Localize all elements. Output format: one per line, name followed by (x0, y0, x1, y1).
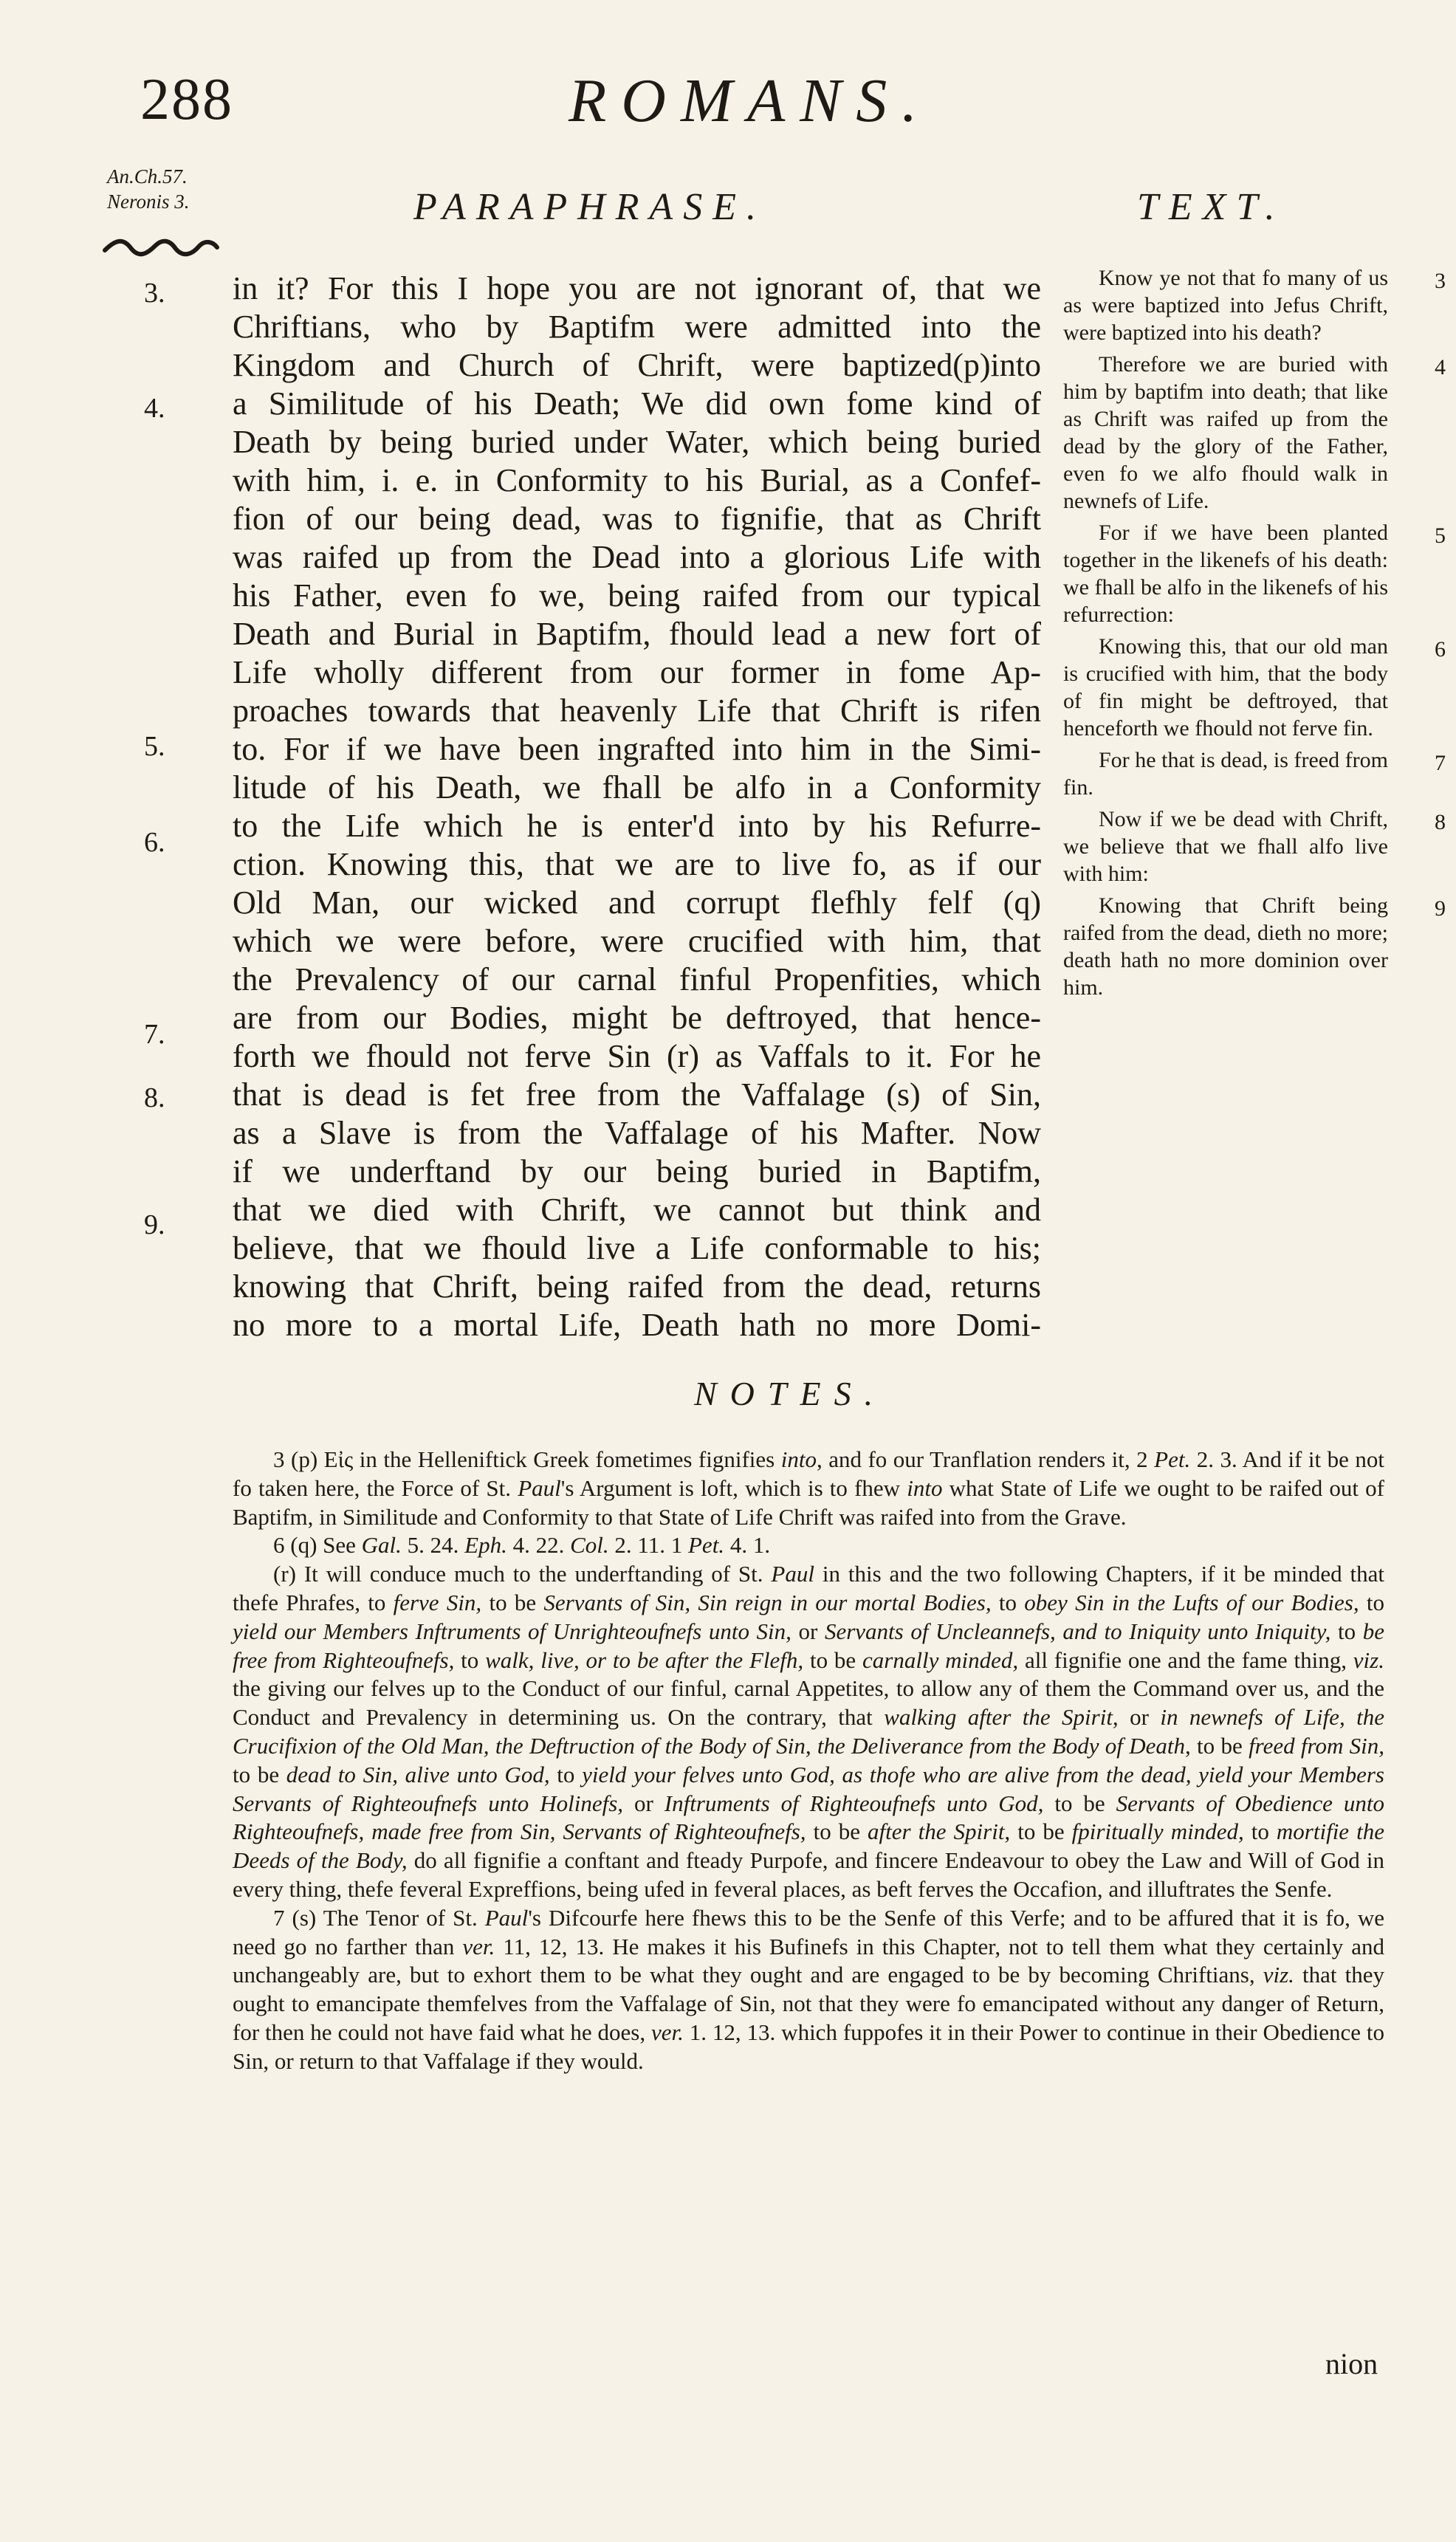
text-verse-body: For he that is dead, is freed from fin. (1063, 748, 1388, 800)
paraphrase-line: Death by being buried under Water, which being buried (233, 424, 1041, 460)
verse-number-3: 3. (144, 278, 165, 309)
note-q: 6 (q) See Gal. 5. 24. Eph. 4. 22. Col. 2. 11. 1 Pet. 4. 1. (273, 1532, 771, 1559)
paraphrase-line: litude of his Death, we fhall be alfo in a Conformity (233, 769, 1041, 805)
paraphrase-line: knowing that Chrift, being raifed from the dead, returns (233, 1268, 1041, 1305)
text-verse-body: Now if we be dead with Chrift, we believe that we fhall alfo live with him: (1063, 807, 1388, 886)
paraphrase-line: in it? For this I hope you are not ignorant of, that we (233, 270, 1041, 306)
catchword: nion (1325, 2347, 1378, 2380)
paraphrase-line: Death and Burial in Baptifm, fhould lead a new fort of (233, 616, 1041, 652)
notes-heading: NOTES. (694, 1375, 887, 1412)
paraphrase-line: Old Man, our wicked and corrupt flefhly felf (q) (233, 884, 1041, 921)
text-verse-body: Know ye not that fo many of us as were baptized into Jefus Chrift, were baptized into his death? (1063, 266, 1388, 345)
flourish-ornament-icon (102, 233, 220, 262)
verse-number-8: 8. (144, 1082, 165, 1113)
text-verse-number: 6 (1435, 637, 1446, 662)
note-r: (r) It will conduce much to the underftanding of St. Paul in this and the two following Chapters, if it be minded that thefe Phrafes, to ferve Sin, to be Servants of Sin, Sin reign in our mortal Bodies, to obey Sin in the Lufts of our Bodies, to yield our Members Inftruments of Unrighteoufnefs unto Sin, or Servants of Uncleannefs, and to Iniquity unto Iniquity, to be free from Righteoufnefs, to walk, live, or to be after the Flefh, to be carnally minded, all fignifie one and the fame thing, viz. the giving our felves up to the Conduct of our finful, carnal Appetites, to allow any of them the Command over us, and the Conduct and Prevalency in determining us. On the contrary, that walking after the Spirit, or in newnefs of Life, the Crucifixion of the Old Man, the Deftruction of the Body of Sin, the Deliverance from the Body of Death, to be freed from Sin, to be dead to Sin, alive unto God, to yield your felves unto God, as thofe who are alive from the dead, yield your Members Servants of Righteoufnefs unto Holinefs, or Inftruments of Righteoufnefs unto God, to be Servants of Obedience unto Righteoufnefs, made free from Sin, Servants of Righteoufnefs, to be after the Spirit, to be fpiritually minded, to mortifie the Deeds of the Body, do all fignifie a conftant and fteady Purpofe, and fincere Endeavour to obey the Law and Will of God in every thing, thefe feveral Expreffions, being ufed in feveral places, as beft ferves the Occafion, and illuftrates the Senfe. (233, 1561, 1385, 1902)
text-verse (1063, 633, 1446, 742)
notes-section (233, 1446, 1384, 2076)
text-verse (1063, 892, 1446, 1001)
text-verse-number: 5 (1435, 523, 1446, 548)
paraphrase-line: Chriftians, who by Baptifm were admitted into the (233, 309, 1041, 345)
paraphrase-line: ction. Knowing this, that we are to live fo, as if our (233, 846, 1041, 882)
paraphrase-line: fion of our being dead, was to fignifie, that as Chrift (233, 501, 1041, 537)
verse-number-7: 7. (144, 1019, 165, 1050)
page-number: 288 (140, 67, 233, 132)
text-verse-number: 8 (1435, 810, 1446, 834)
text-verse-number: 9 (1435, 896, 1446, 921)
paraphrase-line: was raifed up from the Dead into a glorious Life with (233, 539, 1041, 575)
text-verse-body: Knowing this, that our old man is crucified with him, that the body of fin might be deftroyed, that henceforth we fhould not ferve fin. (1063, 634, 1388, 741)
paraphrase-line: believe, that we fhould live a Life conformable to his; (233, 1230, 1041, 1266)
paraphrase-line: no more to a mortal Life, Death hath no more Domi- (233, 1307, 1041, 1343)
text-verse-number: 3 (1435, 269, 1446, 293)
paraphrase-line: that is dead is fet free from the Vaffalage (s) of Sin, (233, 1076, 1041, 1113)
text-verse (1063, 746, 1446, 801)
paraphrase-line: to. For if we have been ingrafted into him in the Simi- (233, 731, 1041, 767)
text-verse (1063, 805, 1446, 887)
paraphrase-line: his Father, even fo we, being raifed from our typical (233, 577, 1041, 614)
verse-number-4: 4. (144, 393, 165, 424)
paraphrase-line: if we underftand by our being buried in Baptifm, (233, 1153, 1041, 1189)
text-verse-number: 7 (1435, 751, 1446, 775)
verse-number-5: 5. (144, 731, 165, 762)
text-verse (1063, 519, 1446, 628)
text-verse-body: For if we have been planted together in the likenefs of his death: we fhall be alfo in the likenefs of his refurrection: (1063, 521, 1388, 627)
paraphrase-line: which we were before, were crucified with him, that (233, 923, 1041, 959)
note-s: 7 (s) The Tenor of St. Paul's Difcourfe here fhews this to be the Senfe of this Verfe; and to be affured that it is fo, we need go no farther than ver. 11, 12, 13. He makes it his Bufinefs in this Chapter, not to tell them what they certainly and unchangeably are, but to exhort them to be what they ought and are engaged to be by becoming Chriftians, viz. that they ought to emancipate themfelves from the Vaffalage of Sin, not that they were fo emancipated without any danger of Return, for then he could not have faid what he does, ver. 1. 12, 13. which fuppofes it in their Power to continue in their Obedience to Sin, or return to that Vaffalage if they would. (233, 1904, 1384, 2074)
chronology-year: An.Ch.57. (107, 165, 188, 188)
paraphrase-line: a Similitude of his Death; We did own fome kind of (233, 385, 1041, 422)
text-verse-number: 4 (1435, 355, 1446, 379)
verse-number-9: 9. (144, 1209, 165, 1240)
chronology-reign: Neronis 3. (107, 190, 190, 213)
paraphrase-line: forth we fhould not ferve Sin (r) as Vaffals to it. For he (233, 1038, 1041, 1074)
paraphrase-line: as a Slave is from the Vaffalage of his Mafter. Now (233, 1115, 1041, 1151)
running-title: ROMANS. (569, 66, 933, 135)
text-verse (1063, 264, 1446, 346)
paraphrase-line: the Prevalency of our carnal finful Propenfities, which (233, 961, 1041, 997)
paraphrase-line: proaches towards that heavenly Life that Chrift is rifen (233, 693, 1041, 729)
text-verse (1063, 351, 1446, 515)
paraphrase-heading: PARAPHRASE. (413, 186, 766, 228)
paraphrase-line: are from our Bodies, might be deftroyed, that hence- (233, 1000, 1041, 1036)
chronology-margin (107, 164, 190, 214)
paraphrase-line: to the Life which he is enter'd into by his Refurre- (233, 808, 1041, 844)
paraphrase-column (233, 269, 1041, 1344)
scripture-text-column (1063, 264, 1446, 1006)
paraphrase-line: Kingdom and Church of Chrift, were baptized(p)into (233, 347, 1041, 383)
text-heading: TEXT. (1137, 186, 1285, 228)
paraphrase-line: that we died with Chrift, we cannot but think and (233, 1192, 1041, 1228)
text-verse-body: Knowing that Chrift being raifed from the dead, dieth no more; death hath no more dominion over him. (1063, 893, 1388, 1000)
paraphrase-line: with him, i. e. in Conformity to his Burial, as a Confef- (233, 462, 1041, 498)
verse-number-6: 6. (144, 827, 165, 858)
paraphrase-line: Life wholly different from our former in fome Ap- (233, 654, 1041, 690)
note-p: 3 (p) Εἰς in the Helleniftick Greek fometimes fignifies into, and fo our Tranflation renders it, 2 Pet. 2. 3. And if it be not fo taken here, the Force of St. Paul's Argument is loft, which is to fhew into what State of Life we ought to be raifed out of Baptifm, in Similitude and Conformity to that State of Life Chrift was raifed into from the Grave. (233, 1446, 1384, 1530)
text-verse-body: Therefore we are buried with him by baptifm into death; that like as Chrift was raifed up from the dead by the glory of the Father, even fo we alfo fhould walk in newnefs of Life. (1063, 352, 1388, 513)
